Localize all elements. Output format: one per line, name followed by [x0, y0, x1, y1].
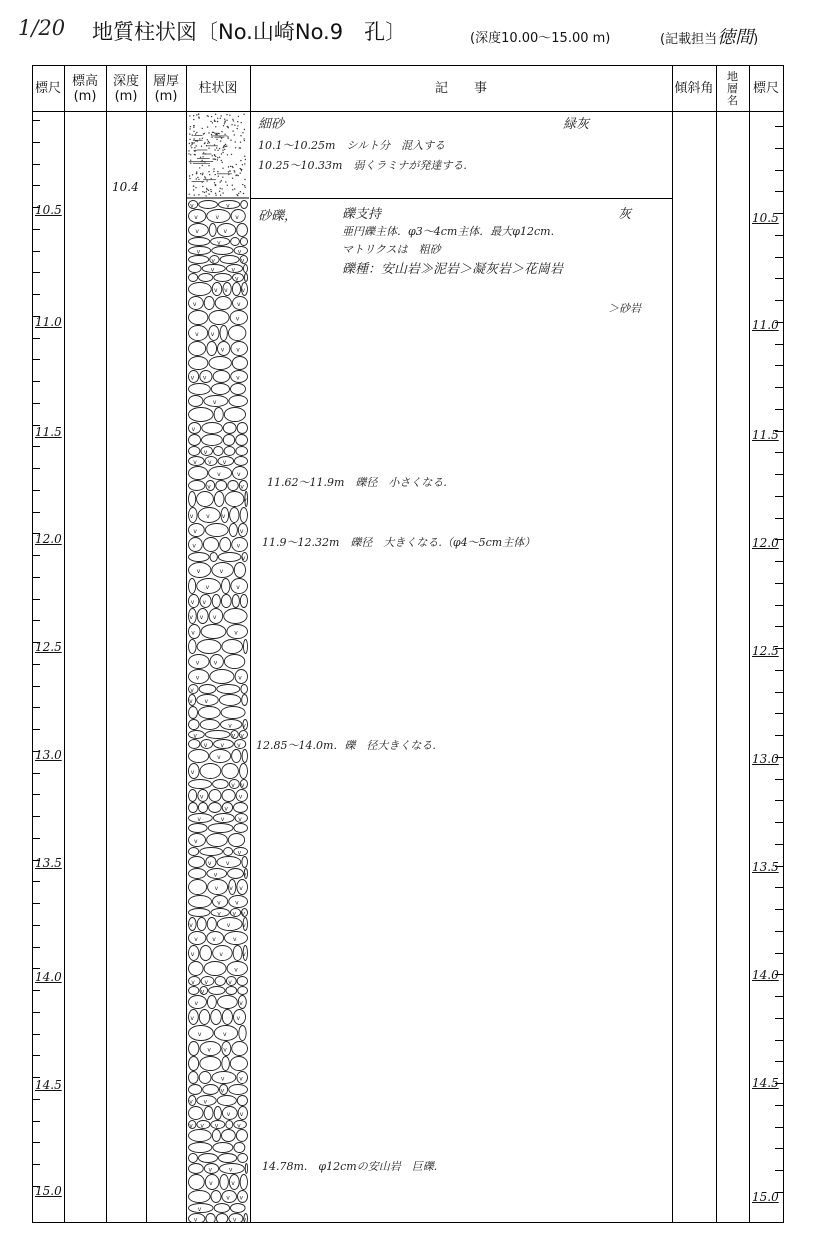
scale-tick [32, 446, 40, 447]
col-header-thickness: 層厚 (m) [152, 73, 179, 104]
svg-text:v: v [214, 287, 218, 294]
svg-text:v: v [226, 1111, 231, 1118]
depth-label-right: 15.0 [752, 1190, 779, 1204]
scale-tick [32, 990, 40, 991]
depth-label-left: 15.0 [35, 1184, 62, 1198]
svg-text:v: v [241, 287, 246, 294]
scale-tick [32, 794, 40, 795]
col-line [106, 65, 107, 1223]
scale-tick [32, 577, 40, 578]
scale-tick [32, 664, 40, 665]
note-11-9: 11.9〜12.32m 礫径 大きくなる.（φ4〜5cm主体） [262, 536, 536, 549]
scale-tick [775, 583, 783, 584]
svg-text:v: v [194, 838, 198, 845]
svg-text:v: v [242, 951, 246, 958]
svg-text:v: v [213, 871, 218, 879]
scale-tick [775, 800, 783, 801]
svg-text:v: v [228, 1166, 233, 1174]
recorder [660, 23, 758, 49]
svg-text:v: v [206, 513, 210, 520]
scale-tick [775, 1061, 783, 1062]
svg-text:v: v [231, 782, 235, 789]
svg-text:v: v [220, 346, 225, 354]
svg-text:v: v [189, 1122, 193, 1130]
svg-text:v: v [240, 257, 245, 265]
scale-tick [32, 968, 40, 969]
note-gravel-support: 礫支持 [342, 207, 382, 222]
svg-text:v: v [235, 214, 239, 221]
svg-text:v: v [239, 528, 244, 535]
svg-text:v: v [194, 1000, 199, 1007]
scale-tick [775, 1105, 783, 1106]
svg-text:v: v [220, 816, 225, 823]
svg-text:v: v [217, 910, 221, 918]
depth-label-left: 14.5 [35, 1078, 62, 1092]
svg-text:v: v [215, 214, 220, 221]
svg-text:v: v [242, 722, 246, 730]
col-line [64, 65, 65, 1223]
svg-text:v: v [204, 979, 209, 986]
svg-text:v: v [226, 922, 231, 929]
scale-tick [775, 235, 783, 236]
svg-text:v: v [221, 513, 226, 520]
scale-tick [775, 953, 783, 954]
scale-tick [32, 229, 40, 230]
page-title: 地質柱状図〔No.山崎No.9 孔〕 [92, 20, 407, 44]
depth-label-right: 12.0 [752, 536, 779, 550]
svg-text:v: v [212, 399, 217, 406]
svg-text:v: v [239, 1000, 243, 1007]
svg-text:v: v [214, 885, 219, 892]
scale-tick [775, 822, 783, 823]
col-header-elevation: 標高 (m) [71, 73, 98, 104]
svg-text:v: v [208, 1166, 213, 1174]
scale-tick [32, 838, 40, 839]
svg-text:v: v [238, 816, 242, 823]
svg-text:v: v [191, 979, 195, 986]
depth-label-right: 10.5 [752, 211, 779, 225]
svg-text:v: v [237, 248, 242, 256]
depth-label-right: 14.0 [752, 968, 779, 982]
svg-text:v: v [226, 202, 230, 210]
depth-label-right: 13.5 [752, 860, 779, 874]
recorder-close: ) [753, 32, 759, 47]
svg-text:v: v [217, 754, 221, 761]
svg-text:v: v [192, 542, 196, 550]
depth-label-left: 14.0 [35, 970, 62, 984]
svg-text:v: v [207, 1046, 211, 1054]
depth-label-left: 11.5 [35, 425, 62, 439]
scale-tick [32, 686, 40, 687]
svg-text:v: v [189, 513, 194, 520]
svg-text:v: v [205, 584, 210, 591]
svg-text:v: v [194, 936, 198, 943]
svg-text:v: v [241, 910, 246, 918]
svg-text:v: v [235, 315, 240, 323]
col-header-column: 柱状図 [198, 81, 238, 96]
col-line [250, 65, 251, 1223]
scale-tick [775, 605, 783, 606]
svg-text:v: v [197, 1031, 202, 1038]
svg-text:v: v [220, 1087, 225, 1095]
lithology-column [187, 112, 249, 1222]
svg-text:v: v [192, 301, 197, 308]
scale-tick [775, 365, 783, 366]
note-clast-types: 礫種：安山岩≫泥岩＞凝灰岩＞花崗岩 [342, 262, 564, 277]
note-fine-sand-color: 緑灰 [563, 117, 590, 132]
scale-tick [775, 909, 783, 910]
col-line [783, 65, 784, 1223]
svg-text:v: v [199, 793, 204, 801]
col-header-dip: 傾斜角 [674, 81, 714, 96]
scale-tick [775, 452, 783, 453]
svg-text:v: v [212, 614, 217, 621]
svg-text:v: v [196, 568, 201, 575]
svg-text:v: v [236, 346, 240, 354]
svg-text:v: v [204, 698, 209, 705]
note-gravel: 砂礫， [258, 209, 298, 224]
scale-tick [775, 409, 783, 410]
svg-text:v: v [239, 885, 243, 892]
svg-text:v: v [211, 257, 215, 265]
svg-text:v: v [238, 674, 242, 682]
svg-text:v: v [214, 1122, 219, 1130]
svg-text:v: v [242, 922, 246, 929]
scale-tick [32, 164, 40, 165]
scale-tick [775, 496, 783, 497]
scale-tick [32, 1055, 40, 1056]
svg-text:v: v [203, 1098, 208, 1106]
svg-text:v: v [225, 860, 230, 867]
depth-label-left: 12.0 [35, 532, 62, 546]
scale-tick [32, 729, 40, 730]
svg-text:v: v [220, 742, 225, 749]
svg-text:v: v [240, 732, 244, 740]
scale-tick [775, 344, 783, 345]
svg-text:v: v [190, 599, 195, 606]
scale-tick [32, 1099, 40, 1100]
svg-text:v: v [224, 805, 228, 813]
svg-text:v: v [234, 629, 238, 637]
svg-text:v: v [217, 899, 221, 907]
svg-text:v: v [237, 1122, 241, 1130]
svg-text:v: v [219, 568, 224, 575]
svg-text:v: v [240, 483, 244, 491]
svg-text:v: v [210, 331, 215, 338]
svg-text:v: v [196, 248, 201, 256]
depth-range: (深度10.00〜15.00 m) [470, 31, 611, 46]
svg-text:v: v [231, 266, 236, 274]
svg-text:v: v [191, 629, 195, 637]
svg-text:v: v [236, 542, 241, 550]
scale-tick [775, 670, 783, 671]
svg-text:v: v [190, 687, 194, 694]
scale-tick [775, 1040, 783, 1041]
svg-text:v: v [193, 732, 197, 740]
svg-text:v: v [202, 374, 207, 382]
scale-label: 1/20 [18, 16, 66, 40]
scale-tick [775, 126, 783, 127]
svg-text:v: v [242, 1216, 247, 1222]
scale-tick [775, 1127, 783, 1128]
depth-label-left: 12.5 [35, 640, 62, 654]
svg-text:v: v [193, 1216, 198, 1222]
scale-tick [32, 1164, 40, 1165]
svg-text:v: v [210, 266, 215, 274]
col-line [716, 65, 717, 1223]
svg-text:v: v [190, 951, 195, 958]
scale-tick [32, 947, 40, 948]
col-header-formation: 地 層 名 [727, 69, 738, 107]
col-header-scale-right: 標尺 [752, 81, 779, 96]
layer-boundary-line [250, 198, 672, 199]
svg-text:v: v [237, 849, 242, 857]
scale-tick [775, 474, 783, 475]
note-14-78: 14.78m. φ12cmの安山岩 巨礫. [262, 1160, 438, 1173]
scale-tick [32, 1012, 40, 1013]
svg-text:v: v [195, 331, 199, 338]
scale-tick [32, 381, 40, 382]
scale-tick [775, 931, 783, 932]
col-line [32, 65, 33, 1223]
scale-tick [775, 887, 783, 888]
fine-sand-pattern [188, 113, 246, 196]
svg-text:v: v [222, 459, 227, 466]
header-divider [32, 111, 783, 112]
svg-text:v: v [232, 910, 237, 918]
scale-tick [775, 996, 783, 997]
note-matrix: マトリクスは 粗砂 [342, 243, 441, 256]
scale-tick [775, 626, 783, 627]
svg-text:v: v [190, 769, 195, 776]
svg-text:v: v [202, 599, 207, 606]
svg-text:v: v [195, 674, 200, 682]
svg-text:v: v [190, 1015, 194, 1022]
svg-text:v: v [236, 1015, 241, 1022]
svg-text:v: v [207, 860, 212, 867]
scale-tick [775, 300, 783, 301]
scale-tick [32, 294, 40, 295]
depth-label-left: 13.5 [35, 856, 62, 870]
svg-text:v: v [189, 1098, 193, 1106]
svg-text:v: v [207, 483, 211, 491]
scale-tick [32, 816, 40, 817]
svg-text:v: v [193, 459, 197, 466]
svg-text:v: v [195, 228, 199, 235]
scale-tick [32, 1121, 40, 1122]
depth-label-right: 13.0 [752, 752, 779, 766]
svg-text:v: v [189, 614, 193, 621]
svg-text:v: v [219, 951, 223, 958]
svg-text:v: v [223, 1031, 227, 1038]
svg-text:v: v [195, 659, 200, 667]
svg-text:v: v [229, 885, 233, 892]
svg-text:v: v [190, 202, 194, 210]
scale-tick [32, 1034, 40, 1035]
svg-text:v: v [194, 214, 198, 221]
scale-tick [32, 272, 40, 273]
svg-text:v: v [189, 698, 193, 705]
svg-text:v: v [243, 497, 247, 504]
scale-tick [32, 338, 40, 339]
svg-text:v: v [217, 471, 221, 478]
svg-text:v: v [217, 239, 221, 247]
scale-tick [32, 1142, 40, 1143]
svg-text:v: v [200, 988, 205, 996]
scale-tick [32, 925, 40, 926]
scale-tick [775, 387, 783, 388]
depth-label-right: 11.0 [752, 318, 779, 332]
svg-text:v: v [237, 301, 241, 308]
svg-text:v: v [209, 1180, 213, 1187]
scale-tick [775, 1148, 783, 1149]
svg-text:v: v [242, 871, 247, 879]
scale-tick [775, 692, 783, 693]
svg-text:v: v [197, 1206, 202, 1213]
note-fine-sand: 細砂 [258, 117, 285, 132]
svg-text:v: v [197, 816, 201, 823]
svg-text:v: v [203, 449, 208, 456]
col-header-scale-left: 標尺 [34, 81, 61, 96]
col-header-description: 記 事 [434, 81, 487, 96]
scale-tick [32, 707, 40, 708]
svg-text:v: v [239, 1075, 243, 1083]
svg-text:v: v [234, 966, 238, 974]
scale-tick [32, 142, 40, 143]
scale-tick [775, 779, 783, 780]
scale-tick [775, 1018, 783, 1019]
recorder-label: (記載担当 [660, 32, 718, 47]
layer-boundary-depth: 10.4 [112, 180, 139, 194]
scale-tick [775, 257, 783, 258]
svg-text:v: v [235, 275, 239, 283]
col-line [672, 65, 673, 1223]
depth-label-left: 13.0 [35, 748, 62, 762]
note-11-62: 11.62〜11.9m 礫径 小さくなる. [267, 476, 447, 489]
scale-tick [775, 278, 783, 279]
scale-tick [32, 490, 40, 491]
depth-label-left: 10.5 [35, 203, 62, 217]
svg-text:v: v [228, 722, 232, 730]
svg-text:v: v [223, 1046, 227, 1054]
svg-text:v: v [199, 614, 204, 621]
svg-text:v: v [233, 936, 237, 943]
svg-text:v: v [236, 584, 240, 591]
svg-text:v: v [237, 471, 241, 478]
scale-tick [32, 620, 40, 621]
svg-text:v: v [212, 936, 216, 943]
note-gravel-shape: 亜円礫主体．φ3〜4cm主体．最大φ12cm. [342, 225, 555, 238]
scale-tick [32, 903, 40, 904]
svg-text:v: v [213, 659, 218, 667]
svg-text:v: v [232, 1216, 237, 1222]
table-bottom-border [32, 1222, 783, 1223]
note-clast-types-2: ＞砂岩 [608, 302, 641, 315]
scale-tick [32, 599, 40, 600]
gravel-pattern [189, 201, 248, 1223]
scale-tick [32, 251, 40, 252]
scale-tick [775, 191, 783, 192]
note-gravel-color: 灰 [618, 207, 632, 222]
svg-text:v: v [224, 287, 228, 294]
svg-text:v: v [240, 782, 245, 789]
scale-tick [32, 403, 40, 404]
svg-text:v: v [237, 742, 241, 749]
col-line [146, 65, 147, 1223]
svg-text:v: v [189, 922, 193, 929]
scale-tick [775, 518, 783, 519]
col-line [749, 65, 750, 1223]
svg-text:v: v [238, 793, 243, 801]
svg-text:v: v [226, 1194, 230, 1202]
scale-tick [775, 1170, 783, 1171]
scale-tick [775, 561, 783, 562]
scale-tick [775, 735, 783, 736]
svg-text:v: v [236, 374, 240, 382]
svg-text:v: v [235, 899, 239, 907]
svg-text:v: v [220, 1075, 225, 1083]
depth-label-left: 11.0 [35, 315, 62, 329]
recorder-name: 徳間 [717, 27, 754, 48]
svg-text:v: v [223, 228, 228, 235]
svg-text:v: v [203, 742, 208, 749]
note-lamina: 10.25〜10.33m 弱くラミナが発達する. [258, 159, 467, 172]
note-silt: 10.1〜10.25m シルト分 混入する [258, 139, 446, 152]
scale-tick [32, 773, 40, 774]
svg-text:v: v [190, 374, 195, 382]
note-12-85: 12.85〜14.0m．礫 径大きくなる. [256, 739, 436, 752]
svg-text:v: v [191, 426, 196, 433]
scale-tick [775, 844, 783, 845]
scale-tick [775, 148, 783, 149]
svg-text:v: v [231, 1180, 235, 1187]
svg-text:v: v [231, 732, 236, 740]
svg-text:v: v [241, 555, 246, 562]
scale-tick [32, 512, 40, 513]
col-header-depth: 深度 (m) [112, 73, 139, 104]
depth-label-right: 12.5 [752, 644, 779, 658]
scale-tick [32, 120, 40, 121]
scale-tick [775, 170, 783, 171]
svg-text:v: v [239, 1194, 244, 1202]
scale-tick [32, 185, 40, 186]
svg-text:v: v [228, 979, 232, 986]
svg-text:v: v [200, 1122, 204, 1130]
depth-label-right: 11.5 [752, 428, 779, 442]
svg-text:v: v [193, 528, 197, 535]
scale-tick [32, 881, 40, 882]
svg-text:v: v [208, 459, 212, 466]
depth-label-right: 14.5 [752, 1076, 779, 1090]
svg-text:v: v [239, 1111, 244, 1118]
scale-tick [775, 713, 783, 714]
scale-tick [32, 468, 40, 469]
scale-tick [32, 359, 40, 360]
scale-tick [32, 555, 40, 556]
